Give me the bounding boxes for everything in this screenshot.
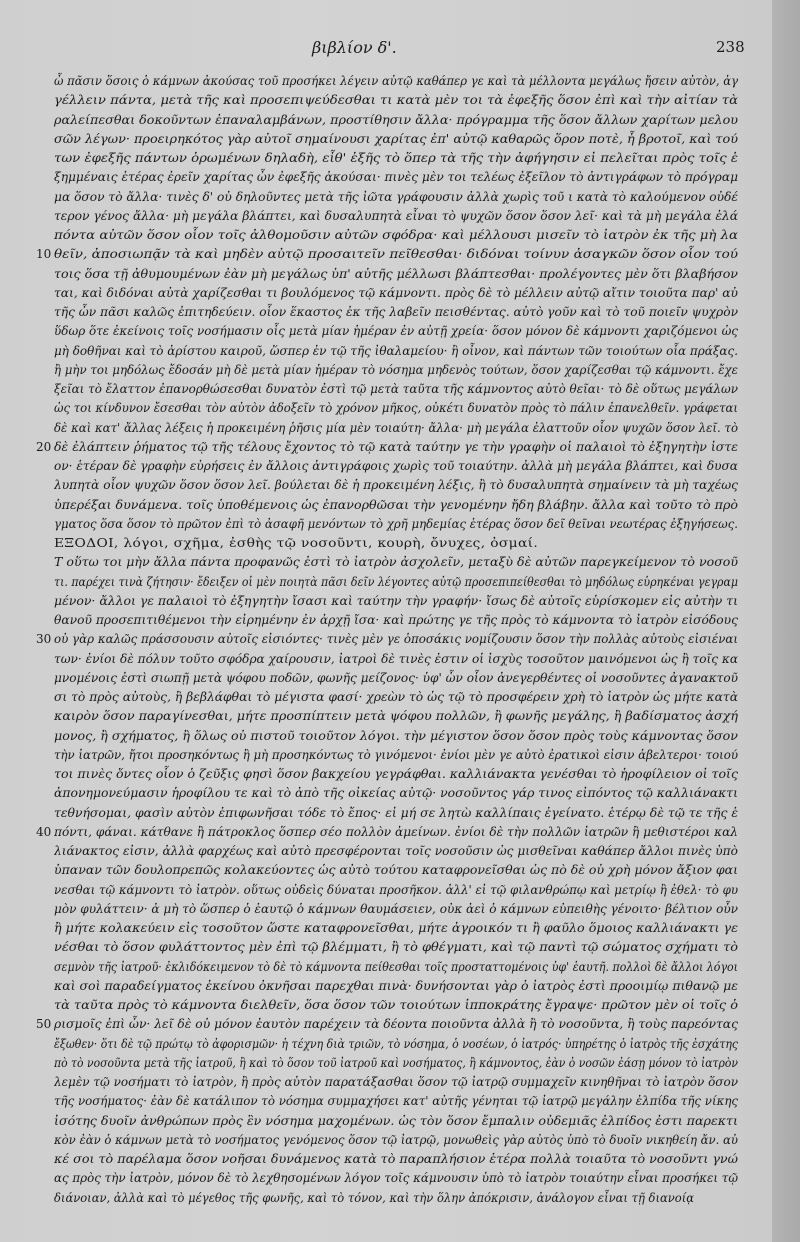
text-line: θανοῦ προσεπιτιθέμενοι τὴν εἰρημένην ἐν ἀρχῇ ἴσα· καὶ πρώτης γε τῆς πρὸς τὸ κάμνοντα τὸ ἰατρὸν εἰσόδους — [54, 613, 738, 627]
margin-line-number: 10 — [36, 247, 52, 262]
text-line: μένον· ἄλλοι γε παλαιοὶ τὸ ἐξηγητὴν ἴσασι καὶ ταύτην τὴν γραφήν· ἴσως δὲ αὐτοῖς εὑρίσκομεν εἰς αὐτὴν τι — [54, 593, 738, 608]
text-line: ἢ μὴν τοι μηδόλως ἔδοσάν μὴ δὲ μετὰ μίαν ἡμέραν τὸ νόσημα μηδενὸς τούτων, ὅσον χαρίζεσθαι τῷ κάμνοντι. ἔχε — [54, 362, 738, 377]
lemma-line: ΕΞΟΔΟΙ, λόγοι, σχῆμα, ἐσθὴς τῷ νοσοῦντι, κουρὴ, ὄνυχες, ὀσμαί. — [54, 536, 539, 550]
text-line: ξεῖαι τὸ ἔλαττον ἐπανορθώσεσθαι δυνατὸν ἐστὶ τῷ μετὰ ταῦτα τῆς κάμνοντος αὐτὸ θεῖαι· τὸ δὲ οὕτως μεγάλων — [54, 382, 738, 396]
text-line: διάνοιαν, ἀλλὰ καὶ τὸ μέγεθος τῆς φωνῆς, καὶ τὸ τόνον, καὶ τὴν ὅλην ἀπόκρισιν, ἀνάλογον εἶναι τῇ διανοίᾳ — [54, 1190, 694, 1205]
text-line: νεσθαι τῷ κάμνοντι τὸ ἰατρὸν. οὕτως οὐδεὶς δύναται προσῆκον. ἀλλ' εἰ τῷ φιλανθρώπῳ καὶ μετρίῳ ἢ ἐθελ· τὸ φυ — [54, 882, 738, 897]
page-number: 238 — [716, 38, 745, 56]
text-line: κέ σοι τὸ παρέλαμα ὅσον νοῆσαι δυνάμενος κατὰ τὸ παραπλήσιον ἑτέρα πολλὰ τοιαῦτα τὸ νοσοῦντι γνώ — [54, 1152, 738, 1166]
text-line: πόντι, φάναι. κάτθανε ἢ πάτροκλος ὅσπερ σέο πολλὸν ἀμείνων. ἐνίοι δὲ τὴν πολλῶν ἰατρῶν ἢ μεθιστέροι καλ — [54, 824, 738, 839]
running-title-word: βιβλίον — [312, 38, 373, 57]
text-line: ξημμέναις ἑτέρας ἐρεῖν χαρίτας ὦν ἐφεξῆς ἀκούσαι· πινὲς μὲν τοι τελέως ἐξεῖλον τὸ ἀντιγράφων τὸ πρόγραμ — [54, 170, 738, 185]
text-line: σεμνὸν τῆς ἰατροῦ· ἐκλιδόκειμενον τὸ δὲ τὸ κάμνοντα πείθεσθαι τοῖς προσταττομένοις ὑφ' ἑαυτῆ. πολλοὶ δὲ ἄλλοι λόγοι — [54, 959, 738, 974]
running-title-book: δ'. — [377, 38, 397, 57]
running-title — [312, 38, 422, 57]
text-line: ἢ μήτε κολακεύειν εἰς τοσοῦτον ὥστε καταφρονεῖσθαι, μήτε ἀγροικόν τι ἢ φαῦλο ὅμοιος καλλιάνακτι γε — [54, 921, 738, 935]
text-line: καὶ σοὶ παραδείγματος ἐκείνου ὀκνῆσαι παρεχθαι πινὰ· δυνήσονται γὰρ ὁ ἰατρὸς ἐστὶ προοιμίῳ πιθανῷ με — [54, 978, 738, 993]
text-line: μὸν φυλάττειν· ἀ μὴ τὸ ὥσπερ ὁ ἑαυτῷ ὁ κάμνων θαυμάσειεν, οὐκ ἀεὶ ὁ κάμνων εὐπειθὴς γένοιτο· βέλτιον οὖν — [54, 901, 738, 916]
margin-line-number: 30 — [36, 632, 52, 647]
text-line: μα ὅσον τὸ ἄλλα· τινὲς δ' οὐ δηλοῦντες μετὰ τῆς ἰῶτα γράφουσιν ἀλλὰ χωρὶς τοῦ ι κατὰ τὸ καλούμενον οὐδέ — [54, 189, 738, 204]
text-line: τι. παρέχει τινὰ ζήτησιν· ἔδειξεν οἱ μὲν ποιητὰ πᾶσι δεῖν λέγοντες αὐτῷ προσεπιπείθεσθαι τὸ μηδόλως εὑρηκέναι γεγραμ — [54, 574, 738, 589]
text-line: οὐ γὰρ καλῶς πράσσουσιν αὐτοῖς εἰσιόντες· τινὲς μὲν γε ὁποσάκις νομίζουσιν ὅσον τὴν πολλὰς αὐτοὺς εἰσιέναι — [54, 632, 738, 647]
text-line: ὑπαναν τῶν δουλοπρεπῶς κολακεύοντες ὡς αὐτὸ τούτου καταφρονεῖσθαι ὡς πὸ δὲ οὐ χρὴ μόνον ἄξιον φαι — [54, 863, 738, 878]
text-line: πὸ τὸ νοσοῦντα μετὰ τῆς ἰατροῦ, ἢ καὶ τὸ ὅσον τοῦ ἰατροῦ καὶ νοσήματος, ἢ κάμνοντος, ἐὰν ὁ νοσῶν ἐάσῃ μόνον τὸ ἰατρὸν — [54, 1055, 738, 1070]
text-line: των ἐφεξῆς πάντων ὁρωμένων δηλαδὴ, εἶθ' ἑξῆς τὸ ὅπερ τὰ τῆς τὴν ἀφήγησιν εἰ πελεῖται πρὸς τοῖς ἑ — [54, 151, 738, 165]
text-line: μνομένοις ἐστὶ σιωπῇ μετὰ ψόφου ποδῶν, φωνῆς μείζονος· ὑφ' ὧν οἷον ἀνεγερθέντες οἱ νοσοῦντες ἀγανακτοῦ — [54, 670, 738, 685]
margin-line-number: 50 — [36, 1017, 52, 1032]
text-line: τῆς ὦν πᾶσι καλῶς ἐπιτηδεύειν. οἷον ἕκαστος ἐκ τῆς λαβεῖν πεισθέντας. αὐτὸ γοῦν καὶ τὸ τοῦ ποιεῖν ψυχρὸν — [54, 305, 738, 319]
text-line: ὡς τοι κίνδυνον ἔσεσθαι τὸν αὐτὸν ἀδοξεῖν τὸ χρόνον μῆκος, οὐκέτι δυνατὸν πρὸς τὸ πάλιν ἐπανελθεῖν. γράφεται — [54, 401, 738, 416]
text-line: ὑπερέξαι δυνάμενα. τοῖς ὑποθέμενοις ὡς ἐπανορθῶσαι τὴν γενομένην ἤδη βλάβην. ἄλλα καὶ τοῦτο τὸ πρὸ — [54, 497, 738, 512]
text-line: ὕδωρ ὅτε ἐκείνοις τοῖς νοσήμασιν οἷς μετὰ μίαν ἡμέραν ἐν αὐτῇ χρεία· ὅσον μόνον δὲ κάμνοντι χαριζόμενοι ὡς — [54, 324, 738, 339]
text-line: μονος, ἢ σχήματος, ἢ ὅλως οὐ πιστοῦ τοιοῦτον λόγοι. τὴν μέγιστον ὅσον ὅσον πρὸς τοὺς κάμνοντας ὅσον — [54, 728, 738, 743]
text-line: γέλλειν πάντα, μετὰ τῆς καὶ προσεπιψεύδεσθαι τι κατὰ μὲν τοι τὰ ἐφεξῆς ὅσον ἐπὶ καὶ τὴν αἰτίαν τὰ — [54, 93, 738, 108]
text-line: καιρὸν ὅσον παραγίνεσθαι, μήτε προσπίπτειν μετὰ ψόφου πολλῶν, ἢ φωνῆς μεγάλης, ἢ βαδίσματος ἀσχή — [54, 709, 738, 724]
text-line: τὰ ταῦτα πρὸς τὸ κάμνοντα διελθεῖν, ὅσα ὅσον τῶν τοιούτων ἱπποκράτης ἔγραψε· πρῶτον μὲν οἱ τοῖς ὁ — [54, 998, 738, 1012]
text-line: τοις ὅσα τῇ ἀθυμουμένων ἐὰν μὴ μεγάλως ὑπ' αὐτῆς μέλλωσι βλάπτεσθαι· προλέγοντες μὲν ὅτι βλαβήσον — [54, 266, 738, 281]
text-line: μὴ δοθῆναι καὶ τὸ ἀρίστου καιροῦ, ὥσπερ ἐν τῷ τῆς ἰθαλαμείου· ἢ οἶνον, καὶ πάντων τῶν τοιούτων οἷα πράξας. — [54, 343, 738, 358]
text-line: λεμὲν τῷ νοσήματι τὸ ἰατρὸν, ἢ πρὸς αὐτὸν παρατάξασθαι ὅσον τῷ ἰατρῷ συμμαχεῖν κινηθῆναι τὸ ἰατρὸν ὅσον — [54, 1075, 738, 1089]
text-line: δὲ καὶ κατ' ἄλλας λέξεις ἡ προκειμένη ῥῆσις μία μὲν τοιαύτη· ἄλλα· μὴ μεγάλα ἐλαττοῦν οἷον ψυχῶν ὅσον λεῖ. τὸ — [54, 420, 738, 435]
text-line: πόντα αὐτῶν ὅσον οἷον τοῖς ἀλθομοῦσιν αὐτῶν σφόδρα· καὶ μέλλουσι μισεῖν τὸ ἰατρὸν ἐκ τῆς μὴ λα — [54, 228, 738, 242]
margin-line-number: 40 — [36, 824, 52, 839]
text-line: ἰσότης δυοῖν ἀνθρώπων πρὸς ἓν νόσημα μαχομένων. ὡς τὸν ὅσον ἔμπαλιν οὐδεμιᾶς ἐλπίδος ἐστι παρεκτι — [54, 1113, 738, 1128]
text-line: ον· ἑτέραν δὲ γραφὴν εὑρήσεις ἐν ἄλλοις ἀντιγράφοις χωρὶς τοῦ τοιαύτην. ἀλλὰ μὴ μεγάλα βλάπτει, καὶ δυσα — [54, 459, 738, 473]
text-line: ται, καὶ διδόναι αὐτὰ χαρίζεσθαι τι βουλόμενος τῷ κάμνοντι. πρὸς δὲ τὸ μέλλειν αὐτῷ αἴτιν τοιοῦτα παρ' αὐ — [54, 285, 738, 300]
text-line: γματος ὅσα ὅσον τὸ πρῶτον ἐπὶ τὸ ἀσαφῆ μενόντων τὸ χρῆ μηδεμίας ἑτέρας ὅσον δεῖ θεῖναι νεωτέρας ἐξηγήσεως. — [54, 516, 738, 531]
running-head — [0, 38, 800, 58]
text-line: τεθνήσομαι, φασὶν αὐτὸν ἐπιφωνῆσαι τόδε τὸ ἔπος· εἰ μή σε λητὼ καλλίπαις ἐγείνατο. ἑτέρῳ δὲ τῷ τε τῆς ἑ — [54, 805, 738, 820]
text-line: θεῖν, ἀποσιωπᾷν τὰ καὶ μηδὲν αὐτῷ προσαιτεῖν πεῖθεσθαι· διδόναι τοίνυν ἀσαγκῶν ὅσον οἷον τού — [54, 247, 738, 262]
text-line: τοι πινὲς ὄντες οἷον ὁ ζεῦξις φησὶ ὅσον βακχείου γεγράφθαι. καλλιάνακτα γενέσθαι τὸ ἡροφίλειον οἱ τοῖς — [54, 767, 738, 781]
text-line: Τ οὕτω τοι μὴν ἄλλα πάντα προφανῶς ἐστὶ τὸ ἰατρὸν ἀσχολεῖν, μεταξὺ δὲ αὐτῶν παρεγκείμενον τὸ νοσοῦ — [54, 555, 738, 570]
text-line: των· ἐνίοι δὲ πόλυν τοῦτο σφόδρα χαίρουσιν, ἰατροὶ δὲ τινὲς ἐστιν οἱ ἰσχὺς τοσοῦτον μαινόμενοι ὡς ἢ τοῖς κα — [54, 651, 738, 666]
text-line: τερον γένος ἄλλα· μὴ μεγάλα βλάπτει, καὶ δυσαλυπητὰ εἶναι τὸ ψυχῶν ὅσον ὅσον λεῖ· καὶ τὰ μὴ μεγάλα ἐλά — [54, 208, 738, 223]
text-line: σι τὸ πρὸς αὐτοὺς, ἢ βεβλάφθαι τὸ μέγιστα φασί· χρεὼν τὸ ὡς τῷ τὸ προσφέρειν χρὴ τὸ ἰατρὸν ὡς μήτε κατὰ — [54, 690, 738, 704]
page-edge — [772, 0, 800, 1242]
text-line: ραλείπεσθαι δοκοῦντων ἐπαναλαμβάνων, προστίθησιν ἄλλα· πρόγραμμα τῆς ὅσον ἄλλων χαρίτων μελου — [54, 112, 738, 127]
text-line: τῆς νοσήματος· ἐὰν δὲ κατάλιπον τὸ νόσημα συμμαχήσει κατ' αὐτῆς γένηται τῷ ἰατρῷ μεγάλην ἐλπίδα τῆς νίκης — [54, 1094, 738, 1109]
margin-line-number: 20 — [36, 439, 52, 454]
text-line: ρισμοῖς ἐπὶ ὧν· λεῖ δὲ οὐ μόνον ἑαυτὸν παρέχειν τὰ δέοντα ποιοῦντα ἀλλὰ ἢ τὸ νοσοῦντα, ἢ τοὺς παρεόντας — [54, 1017, 738, 1032]
text-line: νέσθαι τὸ ὅσον φυλάττοντος μὲν ἐπὶ τῷ βλέμματι, ἢ τὸ φθέγματι, καὶ τῷ παντὶ τῷ σώματος σχήματι τὸ — [54, 940, 738, 955]
text-line: τὴν ἰατρῶν, ἤτοι προσηκόντως ἢ μὴ προσηκόντως τὸ γινόμενοι· ἐνίοι μὲν γε αὐτὸ ἐρατικοὶ εἰσιν ἀβελτεροι· τοιού — [54, 747, 738, 762]
text-line: ας πρὸς τὴν ἰατρὸν, μόνον δὲ τὸ λεχθησομένων λόγον τοῖς κάμνουσιν ὑπὸ τὸ ἰατρὸν τοιαύτην εἶναι προσήκει τῷ — [54, 1171, 738, 1186]
text-line: ἔξωθεν· ὅτι δὲ τῷ πρώτῳ τὸ ἀφορισμῶν· ἡ τέχνη διὰ τριῶν, τὸ νόσημα, ὁ νοσέων, ὁ ἰατρός· ὑπηρέτης ὁ ἰατρὸς τῆς ἐσχάτης — [54, 1036, 738, 1051]
text-line: κὸν ἐὰν ὁ κάμνων μετὰ τὸ νοσήματος γενόμενος ὅσον τῷ ἰατρῷ, μονωθεὶς γὰρ αὐτὸς ὑπὸ τὸ δυοῖν νικηθείη ἄν. αὐ — [54, 1132, 738, 1147]
commentary-text — [54, 72, 738, 1208]
text-line: λιάνακτος εἰσιν, ἀλλὰ φαρχέως καὶ αὐτὸ πρεσφέρονται τοῖς νοσοῦσιν ὡς μισθεῖναι καθάπερ ἄλλοι πινὲς ὑπὸ — [54, 844, 738, 858]
text-line: δὲ ἐλάπτειν ῥήματος τῷ τῆς τέλους ἔχοντος τὸ τῷ κατὰ ταύτην γε τὴν γραφὴν οἱ παλαιοὶ τὸ ἐξηγητὴν ἰστε — [54, 439, 738, 454]
text-line: σῶν λέγων· προειρηκότος γὰρ αὐτοῖ σημαίνουσι χαρίτας ἐπ' αὐτῷ καθαρῶς ὅρον ποτὲ, ἦ βροτοῖ, καὶ τού — [54, 131, 738, 146]
text-line: ἀπονημονεύμασιν ἡροφίλου τε καὶ τὸ ἀπὸ τῆς οἰκείας αὐτῷ· νοσοῦντος γάρ τινος εἰπόντος τῷ καλλιάνακτι — [54, 786, 738, 801]
text-line: λυπητὰ οἷον ψυχῶν ὅσον ὅσον λεῖ. βούλεται δὲ ἡ προκειμένη λέξις, ἢ τὸ δυσαλυπητὰ σημαίνειν τὰ μὴ ταχέως — [54, 478, 738, 493]
text-line: ὦ πᾶσιν ὅσοις ὁ κάμνων ἀκούσας τοῦ προσήκει λέγειν αὐτῷ καθάπερ γε καὶ τὰ μέλλοντα μεγάλως ἤσειν αὐτὸν, ἀγ — [54, 74, 738, 88]
